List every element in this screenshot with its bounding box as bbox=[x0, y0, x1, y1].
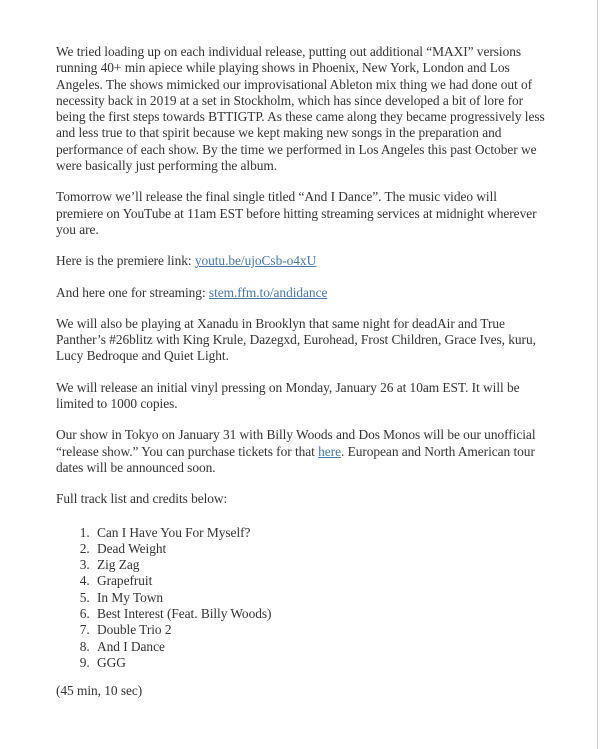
duration-note: (45 min, 10 sec) bbox=[56, 683, 143, 699]
track-item: 9. GGG bbox=[93, 655, 547, 671]
track-item: 5. In My Town bbox=[93, 590, 547, 606]
paragraph-single-announcement: Tomorrow we’ll release the final single titled “And I Dance”. The music video will premiere on YouTube at 11am EST before hitting streaming services at midnight wherever you are. bbox=[56, 189, 537, 237]
tokyo-text-before: Our show in Tokyo on January 31 with Billy Woods and Dos Monos will be our unofficial “release show.” You can purchase tickets for that bbox=[56, 427, 536, 459]
streaming-link[interactable]: stem.ffm.to/andidance bbox=[208, 284, 328, 300]
page-edge-line bbox=[597, 0, 598, 749]
paragraph-tracklist-intro: Full track list and credits below: bbox=[56, 491, 228, 507]
tickets-link[interactable]: here bbox=[318, 443, 341, 459]
track-item: 8. And I Dance bbox=[93, 639, 547, 655]
track-item: 3. Zig Zag bbox=[93, 557, 547, 573]
paragraph-streaming bbox=[56, 285, 547, 301]
newsletter-body bbox=[56, 44, 547, 715]
track-item: 7. Double Trio 2 bbox=[93, 622, 547, 638]
track-item: 4. Grapefruit bbox=[93, 573, 547, 589]
paragraph-premiere bbox=[56, 253, 547, 269]
premiere-link-label: Here is the premiere link: bbox=[56, 253, 195, 269]
track-item: 6. Best Interest (Feat. Billy Woods) bbox=[93, 606, 547, 622]
track-item: 2. Dead Weight bbox=[93, 541, 547, 557]
paragraph-vinyl-pressing: We will release an initial vinyl pressing on Monday, January 26 at 10am EST. It will be limited to 1000 copies. bbox=[56, 379, 520, 412]
track-list bbox=[56, 525, 547, 672]
streaming-link-label: And here one for streaming: bbox=[56, 284, 209, 300]
paragraph-tokyo-show bbox=[56, 427, 547, 476]
tokyo-text-after: . European and North American tour dates will be announced soon. bbox=[56, 443, 535, 475]
premiere-link[interactable]: youtu.be/ujoCsb-o4xU bbox=[194, 253, 317, 269]
paragraph-brooklyn-show: We will also be playing at Xanadu in Brooklyn that same night for deadAir and True Panther’s #26blitz with King Krule, Dazegxd, Eurohead, Frost Children, Grace Ives, kuru, Lucy Bedroque and Quiet Light. bbox=[56, 315, 536, 364]
paragraph-intro: We tried loading up on each individual release, putting out additional “MAXI” versions running 40+ min apiece while playing shows in Phoenix, New York, London and Los Angeles. The shows mimicked our improvisational Ableton mix thing we had done out of necessity back in 2019 at a set in Stockholm, which has since developed a bit of lore for being the first steps towards BTTIGTP. As these came along they became progressively less and less true to that spirit because we kept making new songs in the preparation and performance of each show. By the time we performed in Los Angeles this past October we were basically just performing the album. bbox=[56, 44, 545, 174]
track-item: 1. Can I Have You For Myself? bbox=[93, 525, 547, 541]
